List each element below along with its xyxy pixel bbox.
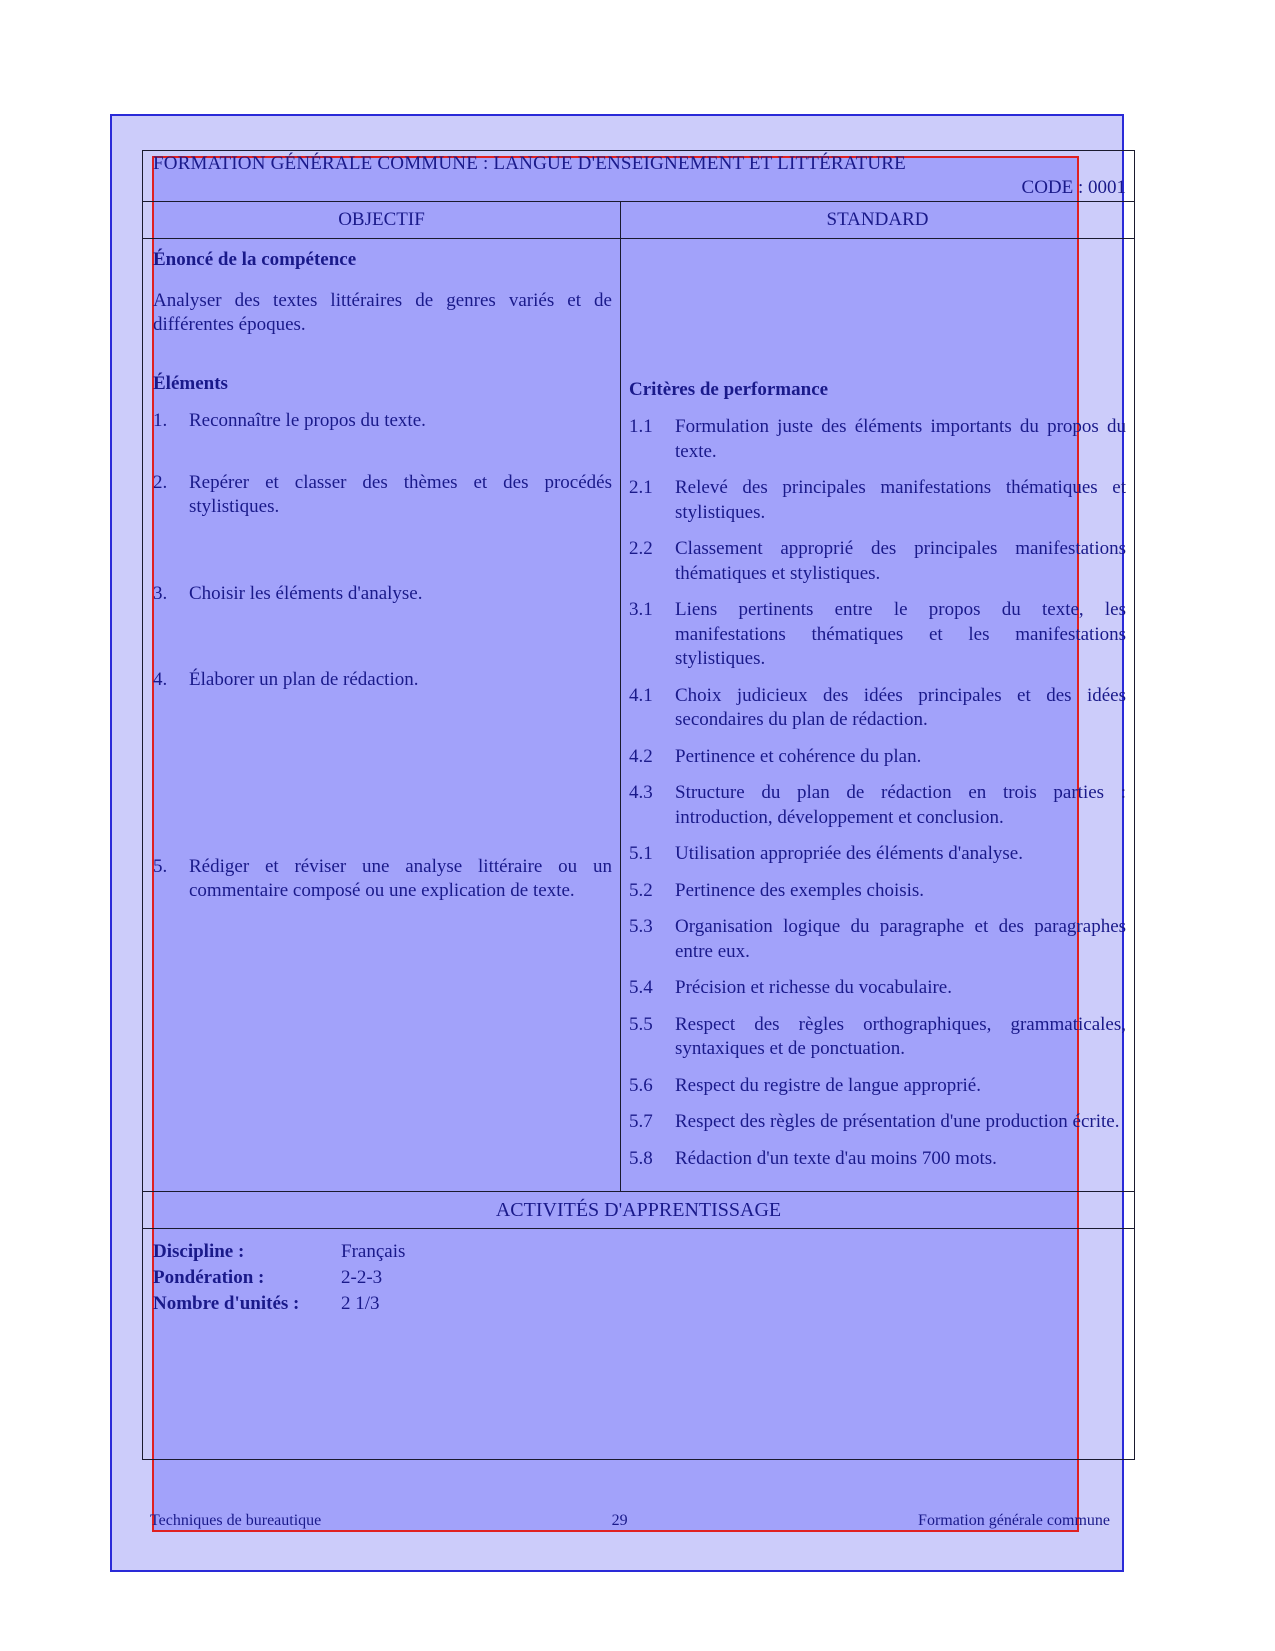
objective-heading: OBJECTIF (143, 202, 621, 239)
criterion-number: 2.2 (629, 538, 653, 559)
competency-table (142, 150, 1135, 1460)
header-cell (143, 151, 1135, 202)
objective-column (143, 239, 621, 1192)
unites-value: 2 1/3 (341, 1293, 380, 1314)
code-label: CODE : 0001 (1021, 177, 1127, 198)
unites-row (153, 1291, 1124, 1317)
criterion-number: 5.3 (629, 916, 653, 937)
page-footer (150, 1512, 1110, 1530)
criterion-item (629, 684, 1126, 733)
element-text: Choisir les éléments d'analyse. (189, 582, 423, 604)
criterion-item (629, 415, 1126, 464)
element-number: 3. (153, 582, 168, 604)
standard-column (621, 239, 1135, 1192)
criterion-number: 5.2 (629, 879, 653, 901)
criterion-text: Pertinence des exemples choisis. (675, 879, 925, 901)
criterion-number: 5.4 (629, 977, 653, 998)
element-item (153, 582, 612, 607)
criterion-item (629, 879, 1126, 904)
criterion-text: Classement approprié des principales manifestations thématiques et stylistiques. (675, 538, 1127, 584)
activities-cell (143, 1229, 1135, 1460)
element-item (153, 855, 612, 904)
criterion-number: 2.1 (629, 477, 653, 498)
ponderation-label: Pondération : (153, 1267, 265, 1288)
criterion-item (629, 842, 1126, 867)
criterion-item (629, 1110, 1126, 1135)
activities-heading: ACTIVITÉS D'APPRENTISSAGE (143, 1192, 1135, 1229)
discipline-row (153, 1239, 1124, 1265)
criterion-text: Liens pertinents entre le propos du texte, les manifestations thématiques et les manifestations stylistiques. (675, 599, 1127, 669)
criteria-title: Critères de performance (629, 379, 829, 400)
criterion-text: Choix judicieux des idées principales et des idées secondaires du plan de rédaction. (675, 684, 1127, 730)
criterion-text: Respect des règles de présentation d'une production écrite. (675, 1111, 1120, 1132)
element-number: 4. (153, 669, 168, 690)
criterion-number: 1.1 (629, 416, 653, 437)
criterion-text: Précision et richesse du vocabulaire. (675, 977, 952, 998)
criterion-text: Rédaction d'un texte d'au moins 700 mots. (675, 1147, 997, 1169)
footer-formation: Formation générale commune (918, 1512, 1110, 1529)
element-number: 2. (153, 471, 168, 493)
criterion-item (629, 537, 1126, 586)
element-text: Repérer et classer des thèmes et des procédés stylistiques. (189, 471, 612, 517)
criterion-item (629, 1147, 1126, 1172)
element-number: 5. (153, 855, 168, 877)
enonce-title: Énoncé de la compétence (153, 249, 357, 270)
criterion-number: 4.2 (629, 745, 653, 767)
standard-heading: STANDARD (621, 202, 1135, 239)
criterion-text: Utilisation appropriée des éléments d'analyse. (675, 843, 1023, 864)
enonce-text: Analyser des textes littéraires de genres variés et de différentes époques. (153, 290, 612, 335)
page-number: 29 (611, 1512, 628, 1529)
criterion-number: 4.1 (629, 684, 653, 706)
criterion-text: Pertinence et cohérence du plan. (675, 745, 922, 767)
criterion-number: 5.6 (629, 1074, 653, 1096)
criterion-item (629, 745, 1126, 770)
element-text: Élaborer un plan de rédaction. (189, 669, 419, 690)
criterion-item (629, 915, 1126, 964)
criterion-item (629, 1013, 1126, 1062)
footer-program: Techniques de bureautique (150, 1512, 322, 1529)
criterion-text: Respect des règles orthographiques, grammaticales, syntaxiques et de ponctuation. (675, 1013, 1127, 1059)
criterion-text: Respect du registre de langue approprié. (675, 1074, 981, 1096)
criterion-number: 3.1 (629, 599, 653, 620)
criterion-item (629, 598, 1126, 672)
ponderation-row (153, 1265, 1124, 1291)
discipline-value: Français (341, 1241, 406, 1262)
element-item (153, 409, 612, 434)
element-text: Reconnaître le propos du texte. (189, 410, 426, 431)
criterion-number: 5.1 (629, 843, 653, 864)
elements-title: Éléments (153, 373, 228, 394)
criterion-text: Formulation juste des éléments importants du propos du texte. (675, 416, 1127, 462)
criterion-item (629, 781, 1126, 830)
criterion-number: 5.7 (629, 1111, 653, 1132)
criterion-text: Structure du plan de rédaction en trois parties : introduction, développement et conclusion. (675, 782, 1127, 828)
unites-label: Nombre d'unités : (153, 1293, 300, 1314)
element-item (153, 471, 612, 520)
criterion-text: Organisation logique du paragraphe et des paragraphes entre eux. (675, 916, 1127, 962)
criterion-text: Relevé des principales manifestations thématiques et stylistiques. (675, 477, 1127, 523)
element-number: 1. (153, 410, 168, 431)
discipline-label: Discipline : (153, 1241, 245, 1262)
element-text: Rédiger et réviser une analyse littéraire ou un commentaire composé ou une explication de texte. (189, 855, 612, 901)
ponderation-value: 2-2-3 (341, 1267, 383, 1288)
criterion-number: 5.5 (629, 1013, 653, 1035)
criterion-number: 4.3 (629, 782, 653, 803)
criterion-item (629, 1074, 1126, 1099)
element-item (153, 668, 612, 693)
criterion-item (629, 476, 1126, 525)
criterion-number: 5.8 (629, 1147, 653, 1169)
criterion-item (629, 976, 1126, 1001)
page-title: FORMATION GÉNÉRALE COMMUNE : LANGUE D'ENSEIGNEMENT ET LITTÉRATURE (153, 153, 906, 174)
